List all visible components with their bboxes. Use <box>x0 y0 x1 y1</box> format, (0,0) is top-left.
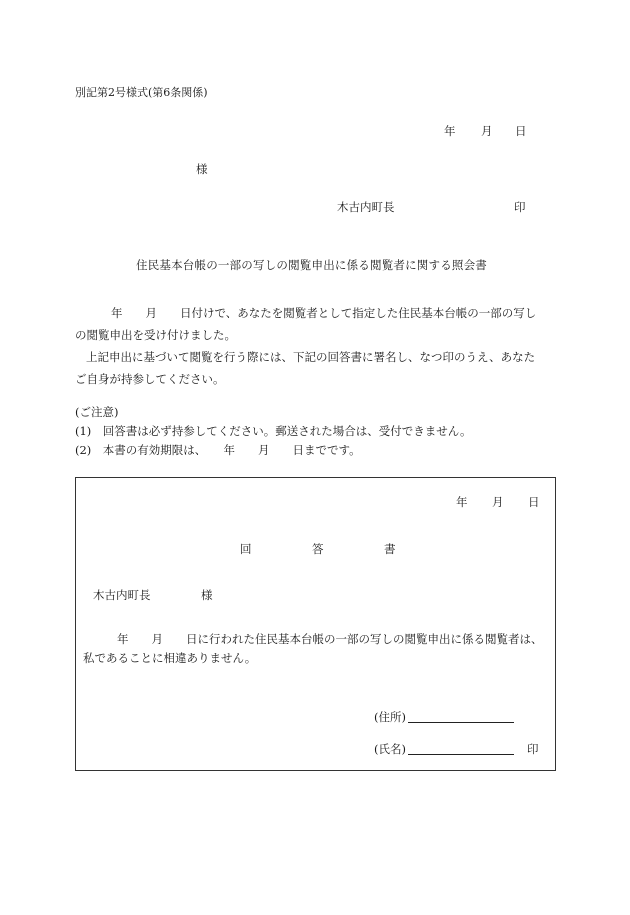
sender-name: 木古内町長 <box>337 200 395 214</box>
notes-item: (1) 回答書は必ず持参してください。郵送された場合は、受付できません。 <box>75 424 472 438</box>
notes-section <box>75 403 555 460</box>
reply-title-char: 書 <box>384 542 396 556</box>
addressee-honorific: 様 <box>196 162 208 176</box>
reply-title-char: 答 <box>312 542 324 556</box>
name-line[interactable] <box>408 742 514 755</box>
sender-seal: 印 <box>514 200 526 214</box>
body-line: ご自身が持参してください。 <box>75 372 225 386</box>
name-field[interactable] <box>374 742 514 756</box>
document-title: 住民基本台帳の一部の写しの閲覧申出に係る閲覧者に関する照会書 <box>136 258 487 272</box>
address-line[interactable] <box>408 710 514 723</box>
reply-text-line: 私であることに相違ありません。 <box>83 651 257 665</box>
address-field[interactable] <box>374 710 514 724</box>
reply-honorific: 様 <box>201 588 213 602</box>
notes-heading: (ご注意) <box>75 405 119 419</box>
reply-text <box>83 630 553 668</box>
address-label: (住所) <box>374 710 406 724</box>
reply-form-box <box>75 477 556 771</box>
date-month: 月 <box>481 124 493 138</box>
reply-date-year: 年 <box>456 495 468 509</box>
body-line: 上記申出に基づいて閲覧を行う際には、下記の回答書に署名し、なつ印のうえ、あなた <box>86 350 536 364</box>
name-label: (氏名) <box>374 742 406 756</box>
body-paragraph <box>75 302 555 390</box>
date-day: 日 <box>515 124 527 138</box>
notes-item: (2) 本書の有効期限は、 年 月 日までです。 <box>75 443 361 457</box>
reply-text-line: 年 月 日に行われた住民基本台帳の一部の写しの閲覧申出に係る閲覧者は、 <box>117 632 543 646</box>
date-year: 年 <box>444 124 456 138</box>
reply-addressee: 木古内町長 <box>93 588 151 602</box>
reply-date-month: 月 <box>492 495 504 509</box>
reply-seal: 印 <box>527 742 539 756</box>
reply-date-day: 日 <box>528 495 540 509</box>
form-label: 別記第2号様式(第6条関係) <box>75 86 208 99</box>
body-line: の閲覧申出を受け付けました。 <box>75 328 236 342</box>
reply-title-char: 回 <box>240 542 252 556</box>
body-line: 年 月 日付けで、あなたを閲覧者として指定した住民基本台帳の一部の写し <box>111 306 537 320</box>
